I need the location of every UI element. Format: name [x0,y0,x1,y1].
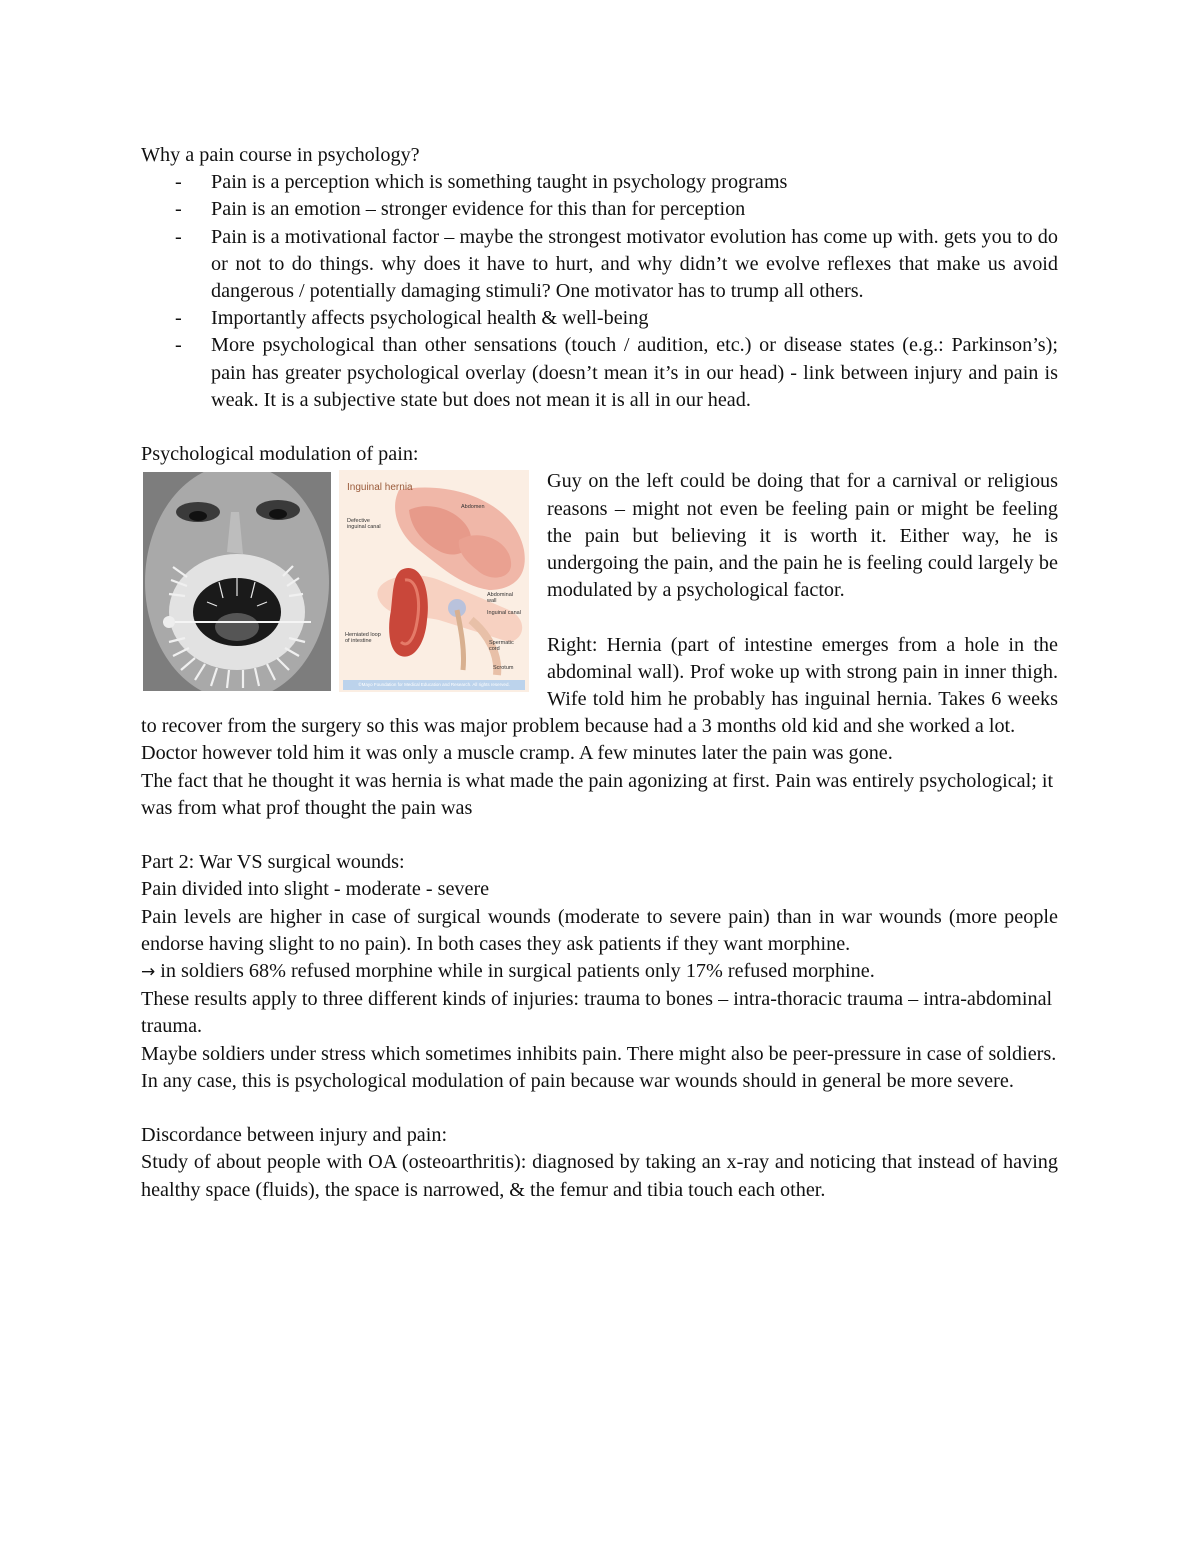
morphine-result [141,958,1058,986]
section-heading-war: Part 2: War VS surgical wounds: [141,851,405,874]
list-item: - Importantly affects psychological health & well-being [141,305,1058,332]
list-item: - Pain is a perception which is something taught in psychology programs [141,169,1058,196]
figure-label: Herniated loop of intestine [345,632,381,645]
photo-explanation: Guy on the left could be doing that for a carnival or religious reasons – might not even be feeling pain or might be feeling the pain but believing it is worth it. Either way, he is undergoing the pain, and the pain he is feeling could largely be modulated by a psychological factor. [547,470,1058,602]
doctor-line: Doctor however told him it was only a muscle cramp. A few minutes later the pain was gone. [141,742,893,765]
arrow-right-icon: → [141,962,156,983]
pain-levels-line: Pain divided into slight - moderate - severe [141,878,490,901]
section-heading-modulation: Psychological modulation of pain: [141,443,419,466]
injury-types: These results apply to three different kinds of injuries: trauma to bones – intra-thoracic trauma – intra-abdominal trauma. [141,988,1053,1038]
spacer [141,822,1058,849]
spacer [141,414,1058,441]
morphine-text: in soldiers 68% refused morphine while in surgical patients only 17% refused morphine. [155,960,875,983]
reasons-list [141,169,1058,414]
conclusion-line: The fact that he thought it was hernia is what made the pain agonizing at first. Pain was entirely psychological; it was from what prof thought the pain was [141,769,1054,819]
figure-credit: ©Mayo Foundation for Medical Education and Research. All rights reserved. [343,680,525,690]
spacer [141,1095,1058,1122]
inguinal-hernia-diagram [339,470,529,692]
hernia-explanation: Right: Hernia (part of intestine emerges from a hole in the abdominal wall). Prof woke up with strong pain in inner thigh. Wife told him he probably has inguinal hernia. Takes 6 weeks to recover from the surgery so this was major problem because had a 3 months old kid and she worked a lot. [141,633,1058,738]
section-heading-discordance: Discordance between injury and pain: [141,1124,448,1147]
list-item: - More psychological than other sensations (touch / audition, etc.) or disease states (e.g.: Parkinson’s); pain has greater psychological overlay (doesn’t mean it’s in our head) - link between injury and pain is weak. It is a subjective state but does not mean it is all in our head. [141,332,1058,414]
figure-label: Scrotum [493,665,514,672]
pierced-face-photo [143,472,331,691]
figure-label: Abdominal wall [487,592,513,605]
figure-label: Defective inguinal canal [347,518,381,531]
figure-title: Inguinal hernia [347,482,413,494]
pain-comparison: Pain levels are higher in case of surgical wounds (moderate to severe pain) than in war wounds (more people endorse having slight to no pain). In both cases they ask patients if they want morphine. [141,905,1058,955]
figures [143,470,529,692]
figure-label: Abdomen [461,504,485,511]
figure-label: Inguinal canal [487,610,521,617]
war-conclusion: In any case, this is psychological modulation of pain because war wounds should in general be more severe. [141,1069,1014,1092]
figure-label: Spermatic cord [489,640,514,653]
list-item: - Pain is a motivational factor – maybe the strongest motivator evolution has come up with. gets you to do or not to do things. why does it have to hurt, and why didn’t we evolve reflexes that make us avoid dangerous / potentially damaging stimuli? One motivator has to trump all others. [141,224,1058,306]
oa-study: Study of about people with OA (osteoarthritis): diagnosed by taking an x-ray and noticing that instead of having healthy space (fluids), the space is narrowed, & the femur and tibia touch each other. [141,1151,1058,1201]
list-item: - Pain is an emotion – stronger evidence for this than for perception [141,196,1058,223]
document-page [141,142,1058,1204]
stress-explanation: Maybe soldiers under stress which sometimes inhibits pain. There might also be peer-pressure in case of soldiers. [141,1042,1057,1065]
section-heading-why: Why a pain course in psychology? [141,144,420,166]
